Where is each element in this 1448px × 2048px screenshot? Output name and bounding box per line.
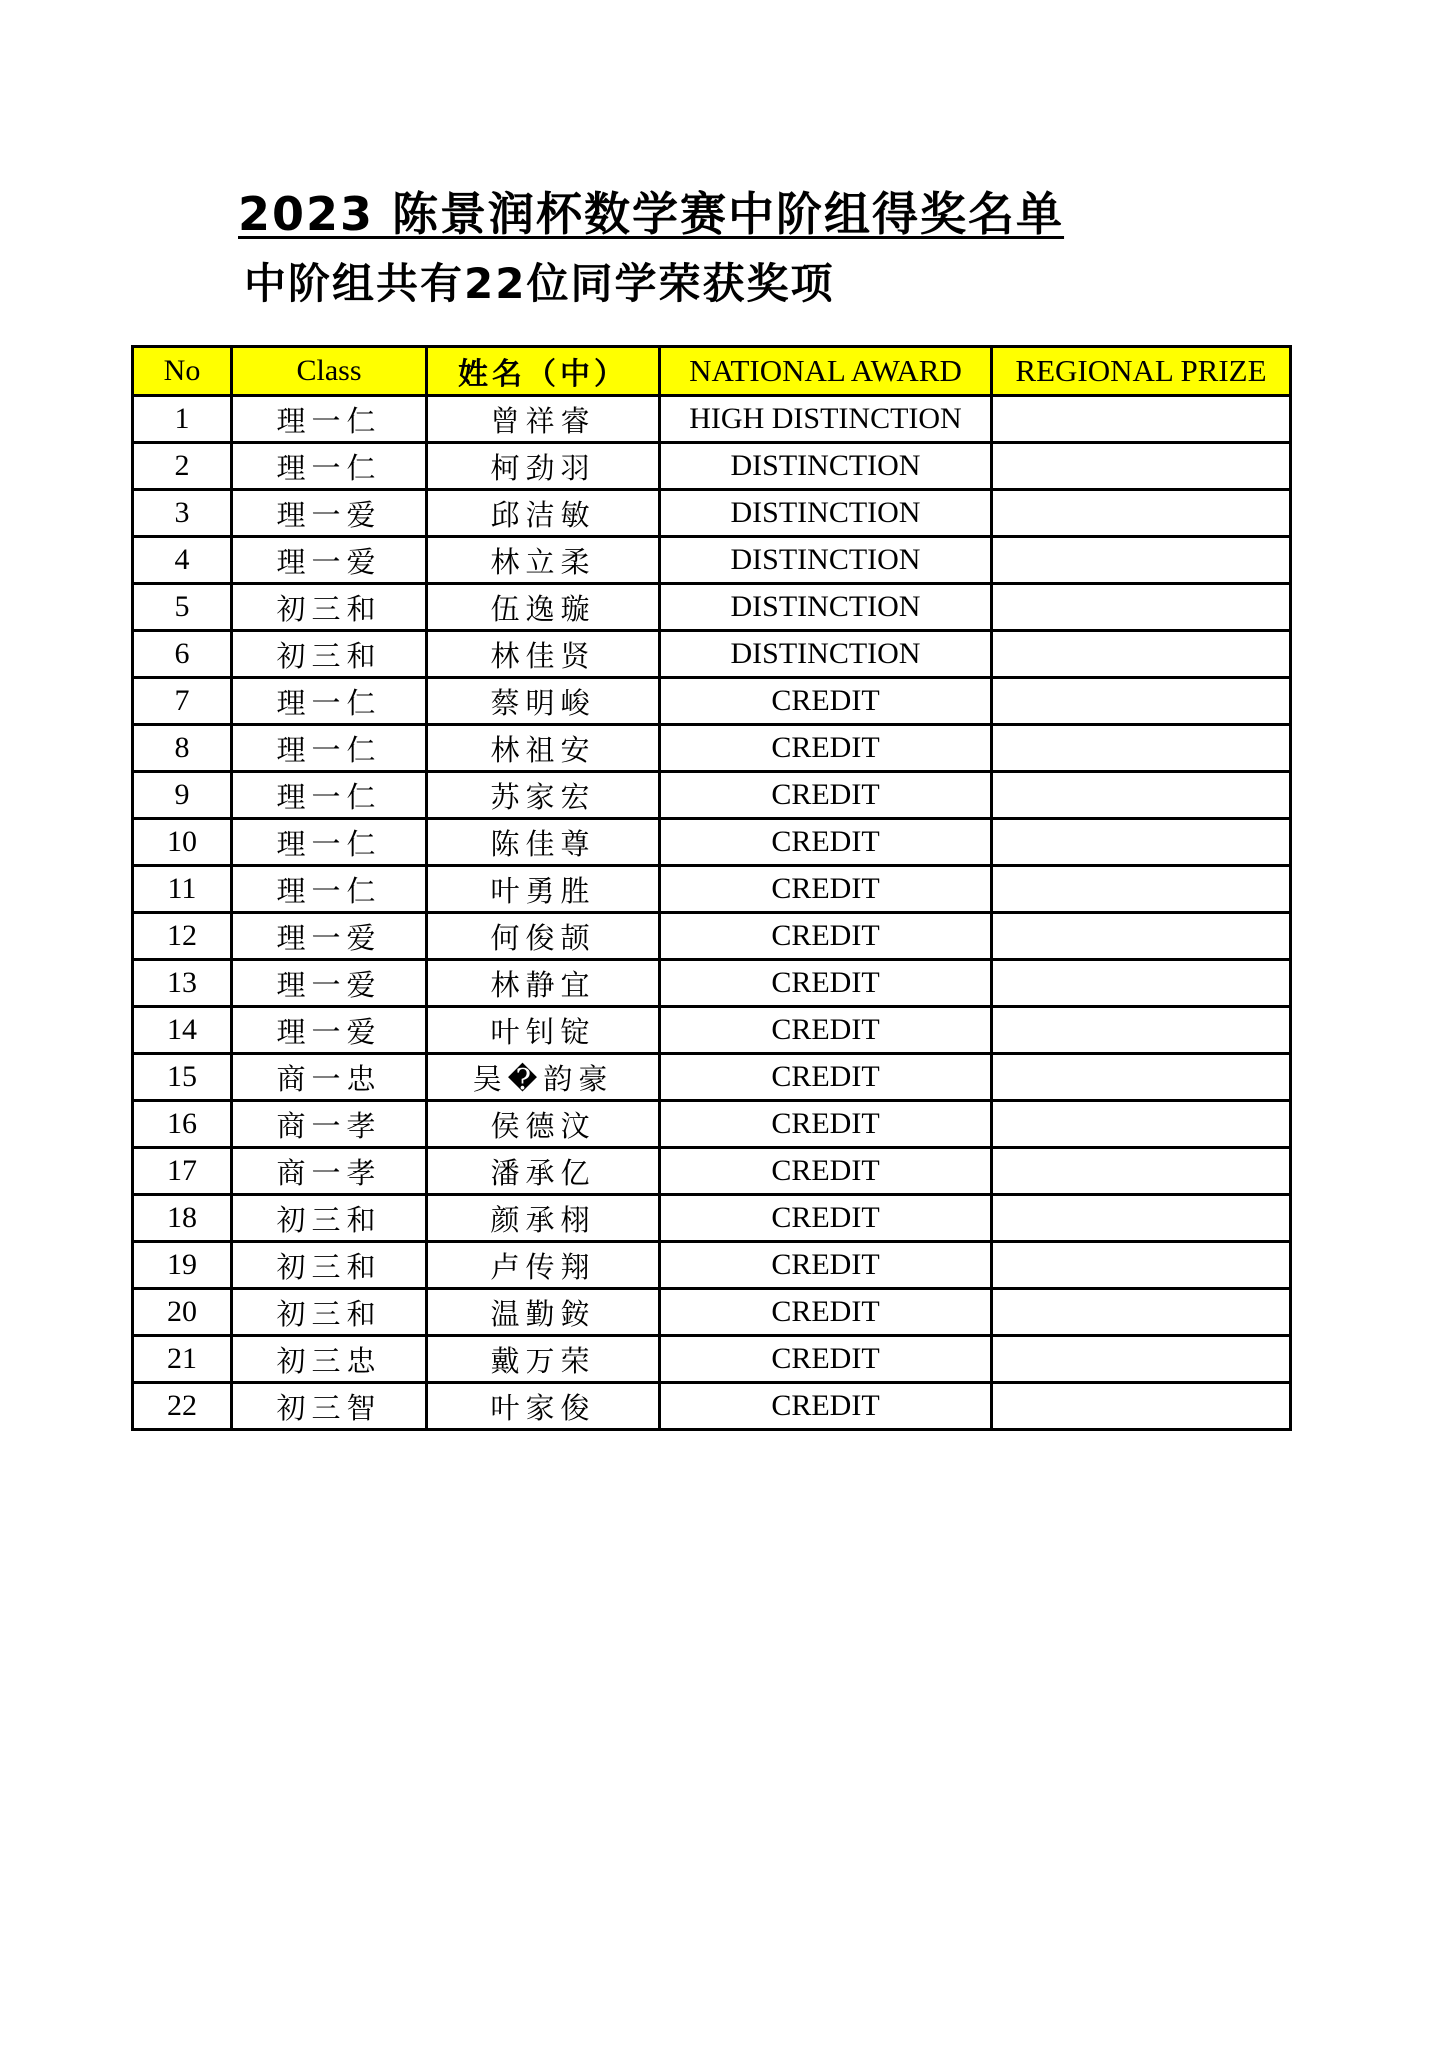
cell-name: 叶钊锭: [427, 1007, 660, 1054]
table-body: [133, 396, 1291, 1430]
cell-national-award: CREDIT: [660, 1336, 992, 1383]
cell-no: 17: [133, 1148, 232, 1195]
cell-no: 14: [133, 1007, 232, 1054]
table-row: [133, 396, 1291, 443]
cell-no: 20: [133, 1289, 232, 1336]
cell-no: 16: [133, 1101, 232, 1148]
header-row: [133, 347, 1291, 396]
cell-name: 伍逸璇: [427, 584, 660, 631]
cell-name: 曾祥睿: [427, 396, 660, 443]
cell-name: 何俊颉: [427, 913, 660, 960]
table-row: [133, 1101, 1291, 1148]
cell-regional-prize: [992, 1101, 1291, 1148]
cell-class: 初三和: [232, 1242, 427, 1289]
cell-regional-prize: [992, 490, 1291, 537]
cell-regional-prize: [992, 960, 1291, 1007]
cell-national-award: CREDIT: [660, 1383, 992, 1430]
cell-no: 12: [133, 913, 232, 960]
cell-name: 温勤銨: [427, 1289, 660, 1336]
cell-name: 苏家宏: [427, 772, 660, 819]
cell-class: 商一忠: [232, 1054, 427, 1101]
table-row: [133, 819, 1291, 866]
cell-regional-prize: [992, 772, 1291, 819]
cell-class: 理一爱: [232, 537, 427, 584]
cell-regional-prize: [992, 537, 1291, 584]
table-row: [133, 1336, 1291, 1383]
cell-no: 3: [133, 490, 232, 537]
cell-name: 柯劲羽: [427, 443, 660, 490]
cell-national-award: DISTINCTION: [660, 584, 992, 631]
table-row: [133, 1289, 1291, 1336]
table-row: [133, 1242, 1291, 1289]
table-row: [133, 678, 1291, 725]
table-row: [133, 631, 1291, 678]
cell-no: 18: [133, 1195, 232, 1242]
header-national-award: NATIONAL AWARD: [660, 347, 992, 396]
cell-class: 商一孝: [232, 1148, 427, 1195]
cell-national-award: CREDIT: [660, 960, 992, 1007]
table-row: [133, 772, 1291, 819]
cell-class: 理一爱: [232, 1007, 427, 1054]
cell-class: 初三和: [232, 631, 427, 678]
cell-regional-prize: [992, 725, 1291, 772]
cell-name: 林立柔: [427, 537, 660, 584]
table-row: [133, 1007, 1291, 1054]
table-row: [133, 960, 1291, 1007]
cell-no: 19: [133, 1242, 232, 1289]
cell-name: 戴万荣: [427, 1336, 660, 1383]
cell-class: 商一孝: [232, 1101, 427, 1148]
header-class: Class: [232, 347, 427, 396]
cell-regional-prize: [992, 396, 1291, 443]
table-row: [133, 913, 1291, 960]
cell-national-award: CREDIT: [660, 866, 992, 913]
cell-class: 理一爱: [232, 490, 427, 537]
cell-regional-prize: [992, 584, 1291, 631]
cell-class: 理一仁: [232, 678, 427, 725]
cell-class: 理一爱: [232, 913, 427, 960]
table-row: [133, 1195, 1291, 1242]
header-regional-prize: REGIONAL PRIZE: [992, 347, 1291, 396]
cell-class: 初三忠: [232, 1336, 427, 1383]
cell-national-award: CREDIT: [660, 1148, 992, 1195]
cell-name: 吴�韵豪: [427, 1054, 660, 1101]
cell-national-award: CREDIT: [660, 1242, 992, 1289]
cell-class: 理一仁: [232, 396, 427, 443]
cell-national-award: DISTINCTION: [660, 490, 992, 537]
cell-regional-prize: [992, 1289, 1291, 1336]
cell-no: 7: [133, 678, 232, 725]
cell-no: 21: [133, 1336, 232, 1383]
cell-name: 邱洁敏: [427, 490, 660, 537]
cell-regional-prize: [992, 913, 1291, 960]
cell-class: 理一仁: [232, 819, 427, 866]
cell-no: 4: [133, 537, 232, 584]
cell-name: 叶家俊: [427, 1383, 660, 1430]
cell-regional-prize: [992, 866, 1291, 913]
cell-no: 9: [133, 772, 232, 819]
table-row: [133, 584, 1291, 631]
cell-regional-prize: [992, 1383, 1291, 1430]
cell-no: 5: [133, 584, 232, 631]
document-title: 2023 陈景润杯数学赛中阶组得奖名单: [238, 187, 1065, 241]
cell-name: 颜承栩: [427, 1195, 660, 1242]
cell-no: 6: [133, 631, 232, 678]
header-name: 姓名（中）: [427, 347, 660, 396]
cell-national-award: CREDIT: [660, 1289, 992, 1336]
cell-no: 8: [133, 725, 232, 772]
cell-no: 15: [133, 1054, 232, 1101]
cell-national-award: CREDIT: [660, 772, 992, 819]
cell-no: 22: [133, 1383, 232, 1430]
table-row: [133, 443, 1291, 490]
table-row: [133, 1383, 1291, 1430]
cell-class: 理一仁: [232, 772, 427, 819]
cell-regional-prize: [992, 1242, 1291, 1289]
cell-national-award: DISTINCTION: [660, 443, 992, 490]
cell-regional-prize: [992, 1054, 1291, 1101]
cell-regional-prize: [992, 1007, 1291, 1054]
table-row: [133, 537, 1291, 584]
cell-regional-prize: [992, 1195, 1291, 1242]
cell-name: 叶勇胜: [427, 866, 660, 913]
cell-regional-prize: [992, 631, 1291, 678]
cell-class: 理一仁: [232, 725, 427, 772]
cell-national-award: HIGH DISTINCTION: [660, 396, 992, 443]
cell-class: 初三和: [232, 584, 427, 631]
header-no: No: [133, 347, 232, 396]
cell-regional-prize: [992, 443, 1291, 490]
cell-name: 卢传翔: [427, 1242, 660, 1289]
table-row: [133, 490, 1291, 537]
table-header: [133, 347, 1291, 396]
cell-class: 初三和: [232, 1289, 427, 1336]
table-row: [133, 725, 1291, 772]
cell-national-award: CREDIT: [660, 1007, 992, 1054]
cell-name: 侯德汶: [427, 1101, 660, 1148]
cell-name: 陈佳尊: [427, 819, 660, 866]
cell-name: 潘承亿: [427, 1148, 660, 1195]
cell-no: 13: [133, 960, 232, 1007]
table-row: [133, 866, 1291, 913]
cell-regional-prize: [992, 819, 1291, 866]
cell-regional-prize: [992, 678, 1291, 725]
cell-national-award: CREDIT: [660, 1101, 992, 1148]
cell-name: 林祖安: [427, 725, 660, 772]
cell-national-award: CREDIT: [660, 913, 992, 960]
cell-no: 1: [133, 396, 232, 443]
table-row: [133, 1054, 1291, 1101]
cell-class: 初三智: [232, 1383, 427, 1430]
cell-national-award: CREDIT: [660, 819, 992, 866]
cell-national-award: CREDIT: [660, 1195, 992, 1242]
cell-regional-prize: [992, 1336, 1291, 1383]
cell-national-award: CREDIT: [660, 1054, 992, 1101]
cell-name: 蔡明峻: [427, 678, 660, 725]
document-subtitle: 中阶组共有22位同学荣获奖项: [244, 259, 835, 308]
cell-no: 11: [133, 866, 232, 913]
cell-class: 初三和: [232, 1195, 427, 1242]
cell-national-award: DISTINCTION: [660, 537, 992, 584]
cell-class: 理一仁: [232, 443, 427, 490]
awards-table: [131, 345, 1292, 1431]
cell-no: 2: [133, 443, 232, 490]
cell-regional-prize: [992, 1148, 1291, 1195]
cell-national-award: CREDIT: [660, 725, 992, 772]
cell-class: 理一爱: [232, 960, 427, 1007]
cell-no: 10: [133, 819, 232, 866]
cell-name: 林佳贤: [427, 631, 660, 678]
cell-class: 理一仁: [232, 866, 427, 913]
table-row: [133, 1148, 1291, 1195]
cell-national-award: CREDIT: [660, 678, 992, 725]
cell-national-award: DISTINCTION: [660, 631, 992, 678]
cell-name: 林静宜: [427, 960, 660, 1007]
